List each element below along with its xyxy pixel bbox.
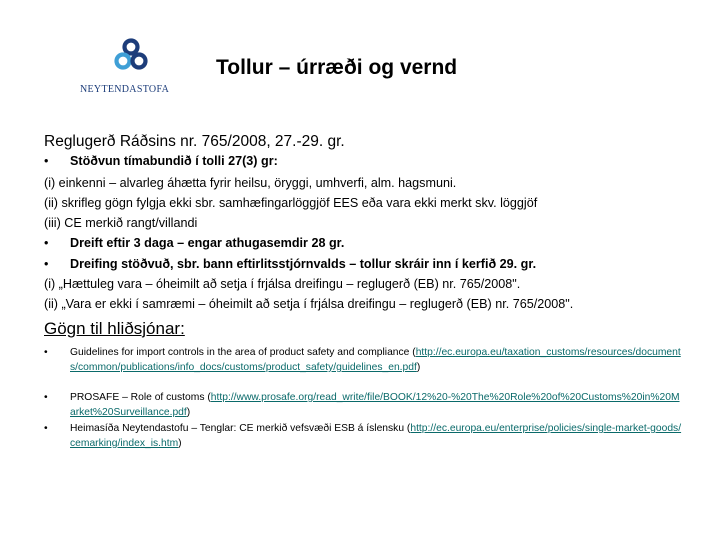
references-heading: Gögn til hliðsjónar: <box>44 319 185 338</box>
line-1: • Stöðvun tímabundið í tolli 27(3) gr: <box>44 154 278 168</box>
bullet-icon: • <box>44 347 48 358</box>
bullet-icon: • <box>44 154 49 168</box>
reference-item: • Guidelines for import controls in the area of product safety and compliance (http://ec.europa.eu/taxation_customs/resources/documents/common/publications/info_docs/customs/product_safety/guidelines_en.pdf) <box>44 347 681 373</box>
reference-link[interactable]: http://ec.europa.eu/enterprise/policies/single-market-goods/cemarking/index_is.htm <box>70 423 682 449</box>
line-5: • Dreift eftir 3 daga – engar athugasemdir 28 gr. <box>44 236 345 250</box>
logo-symbol-icon <box>114 38 148 72</box>
bullet-icon: • <box>44 236 49 250</box>
reference-link[interactable]: http://www.prosafe.org/read_write/file/BOOK/12%20-%20The%20Role%20of%20Customs%20in%20Market%20Surveillance.pdf <box>70 392 680 418</box>
line-3: (ii) skrifleg gögn fylgja ekki sbr. samhæfingarlöggjöf EES eða vara ekki merkt skv. löggjöf <box>44 196 538 210</box>
bullet-icon: • <box>44 423 48 434</box>
line-7: (i) „Hættuleg vara – óheimilt að setja í frjálsa dreifingu – reglugerð (EB) nr. 765/2008". <box>44 277 521 291</box>
line-8: (ii) „Vara er ekki í samræmi – óheimilt að setja í frjálsa dreifingu – reglugerð (EB) nr. 765/2008". <box>44 297 574 311</box>
reference-link[interactable]: http://ec.europa.eu/taxation_customs/resources/documents/common/publications/info_docs/customs/product_safety/guidelines_en.pdf <box>70 347 681 373</box>
line-4: (iii) CE merkið rangt/villandi <box>44 216 198 230</box>
bullet-icon: • <box>44 392 48 403</box>
reference-item: • PROSAFE – Role of customs (http://www.prosafe.org/read_write/file/BOOK/12%20-%20The%20Role%20of%20Customs%20in%20Market%20Surveillance.pdf) <box>44 392 680 418</box>
logo-wordmark: NEYTENDASTOFA <box>80 84 170 95</box>
line-6: • Dreifing stöðvuð, sbr. bann eftirlitsstjórnvalds – tollur skráir inn í kerfið 29. gr. <box>44 257 537 271</box>
slide-subtitle: Reglugerð Ráðsins nr. 765/2008, 27.-29. gr. <box>44 133 345 150</box>
line-2: (i) einkenni – alvarleg áhætta fyrir heilsu, öryggi, umhverfi, alm. hagsmuni. <box>44 176 457 190</box>
slide-title: Tollur – úrræði og vernd <box>216 56 458 79</box>
reference-item: • Heimasíða Neytendastofu – Tenglar: CE merkið vefsvæði ESB á íslensku (http://ec.europa.eu/enterprise/policies/single-market-goods/cemarking/index_is.htm) <box>44 423 682 449</box>
bullet-icon: • <box>44 257 49 271</box>
neytendastofa-logo <box>76 38 184 102</box>
